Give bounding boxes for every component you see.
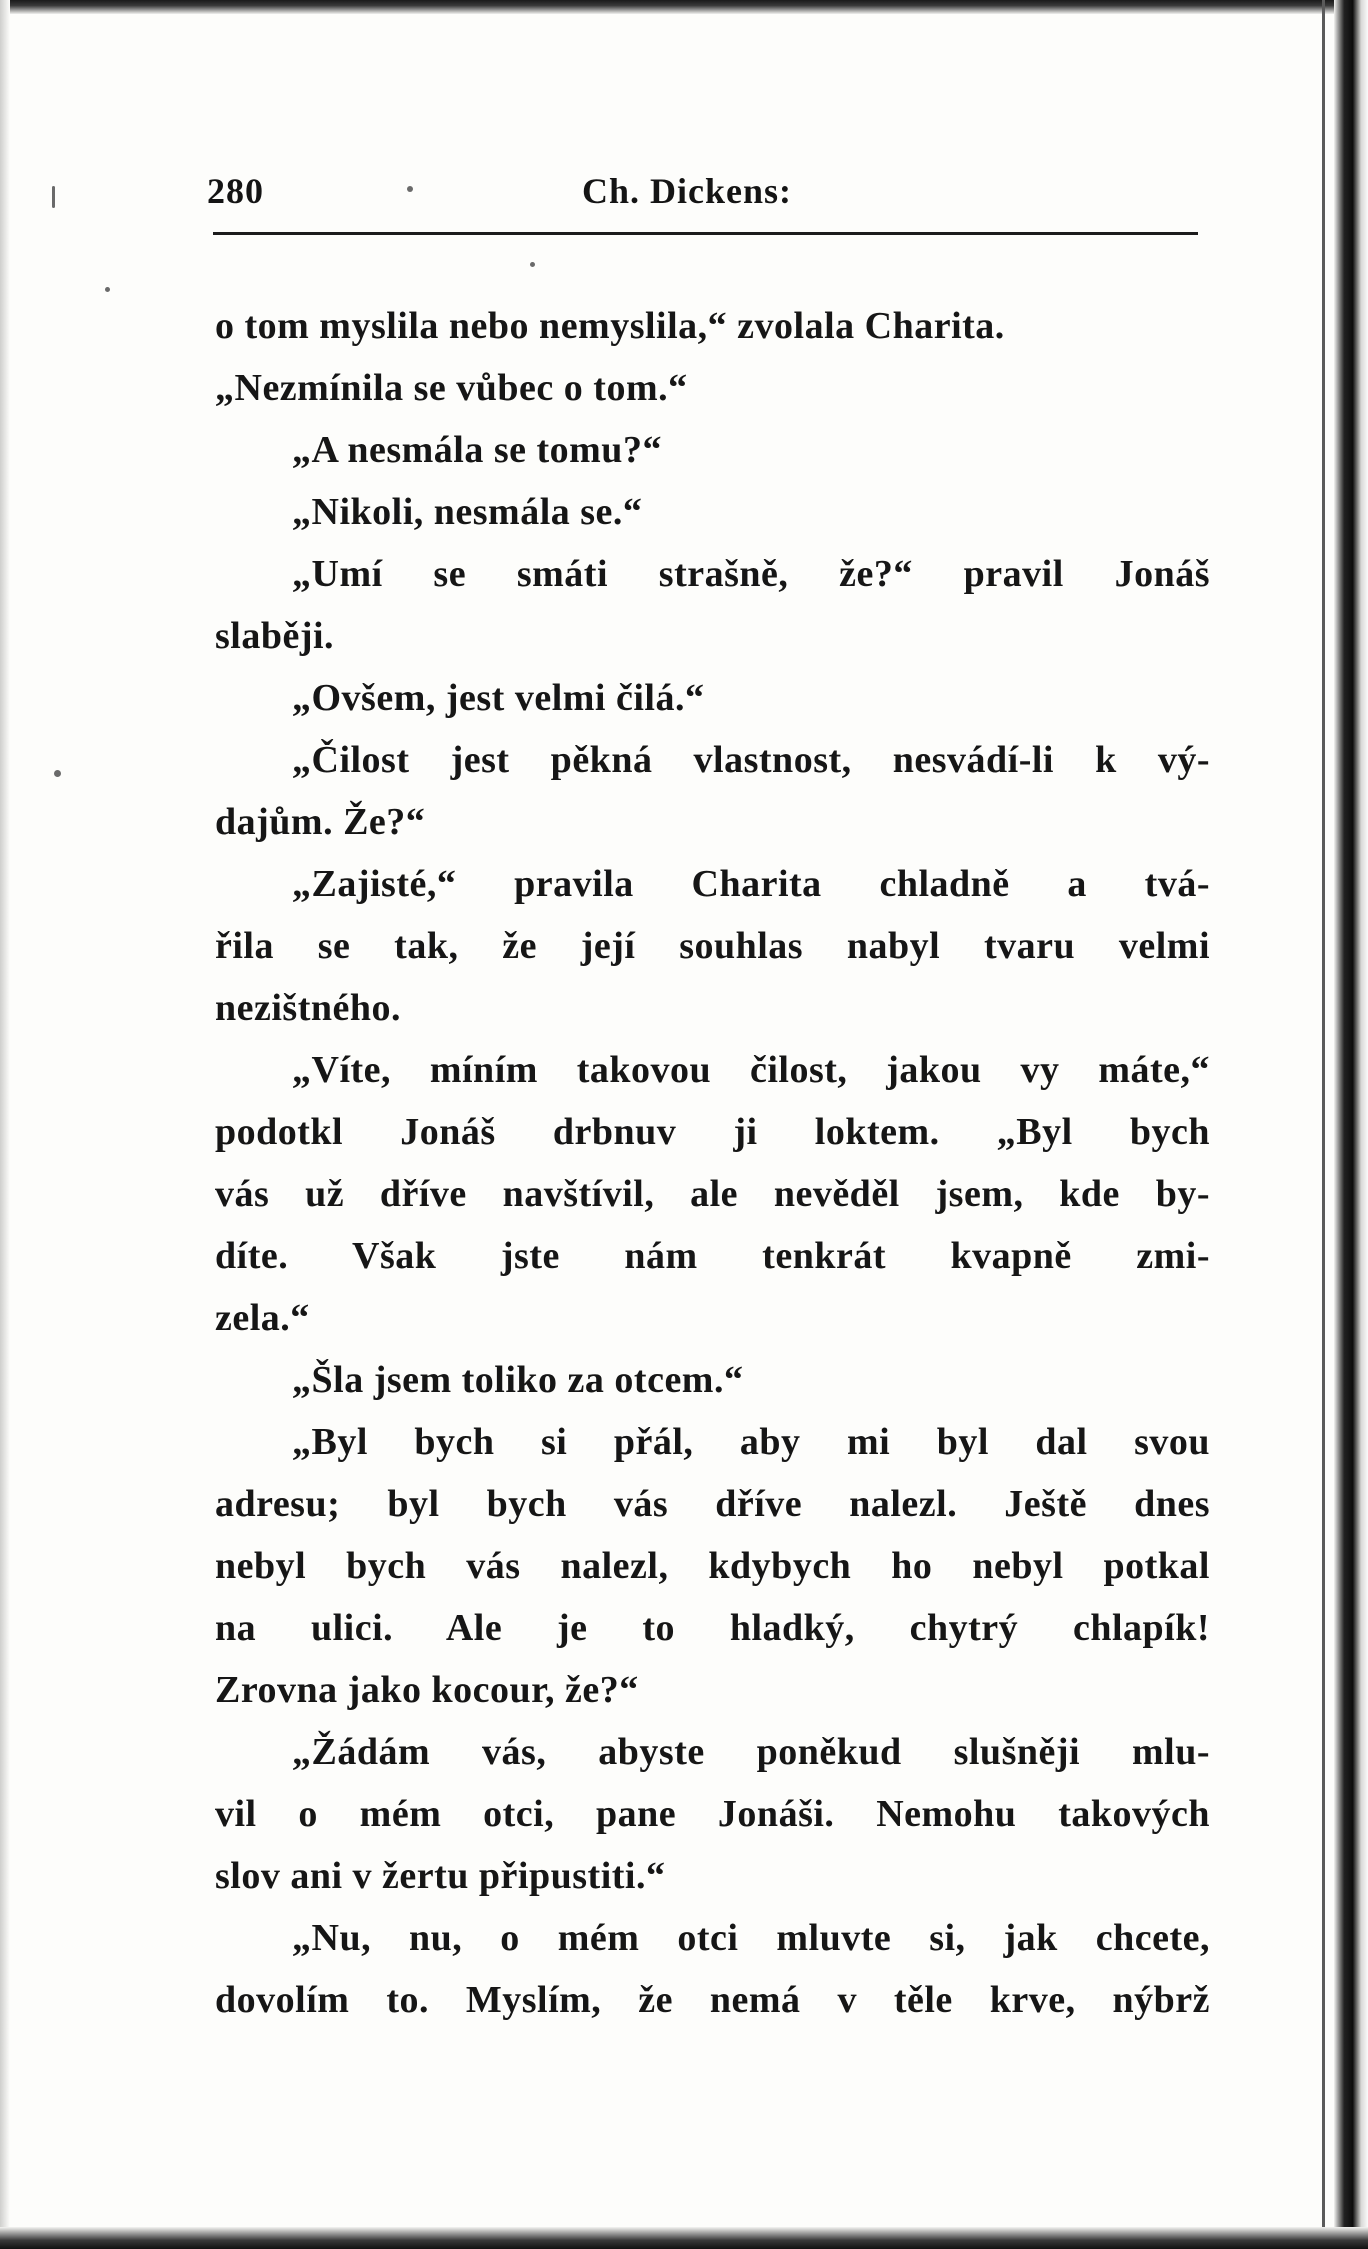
text-line: „Nikoli, nesmála se.“ bbox=[292, 491, 643, 533]
text-line: vil o mém otci, pane Jonáši. Nemohu takových bbox=[215, 1793, 1210, 1835]
text-line: „Žádám vás, abyste poněkud slušněji mlu- bbox=[292, 1731, 1210, 1773]
text-line: slov ani v žertu připustiti.“ bbox=[215, 1855, 666, 1897]
text-line: „Umí se smáti strašně, že?“ pravil Jonáš bbox=[292, 553, 1210, 595]
body-text bbox=[215, 295, 1210, 2031]
dust-speck bbox=[54, 770, 61, 777]
text-line: slaběji. bbox=[215, 615, 335, 657]
text-line: podotkl Jonáš drbnuv ji loktem. „Byl bych bbox=[215, 1111, 1210, 1153]
text-line: „A nesmála se tomu?“ bbox=[292, 429, 662, 471]
page-fold-line bbox=[1322, 0, 1325, 2249]
text-line: na ulici. Ale je to hladký, chytrý chlapík! bbox=[215, 1607, 1210, 1649]
text-line: „Ovšem, jest velmi čilá.“ bbox=[292, 677, 705, 719]
text-line: dovolím to. Myslím, že nemá v těle krve, nýbrž bbox=[215, 1979, 1210, 2021]
text-line: „Šla jsem toliko za otcem.“ bbox=[292, 1359, 744, 1401]
text-line: o tom myslila nebo nemyslila,“ zvolala Charita. bbox=[215, 305, 1005, 347]
dust-speck bbox=[52, 186, 55, 208]
page-number: 280 bbox=[207, 171, 264, 211]
dust-speck bbox=[530, 262, 535, 267]
text-line: „Čilost jest pěkná vlastnost, nesvádí-li k vý- bbox=[292, 739, 1210, 781]
text-line: řila se tak, že její souhlas nabyl tvaru velmi bbox=[215, 925, 1210, 967]
scan-edge-top bbox=[0, 0, 1368, 14]
page-header bbox=[207, 170, 1197, 230]
scan-edge-left bbox=[0, 0, 10, 2249]
dust-speck bbox=[105, 287, 110, 292]
text-line: „Zajisté,“ pravila Charita chladně a tvá- bbox=[292, 863, 1210, 905]
text-line: „Nezmínila se vůbec o tom.“ bbox=[215, 367, 688, 409]
text-line: Zrovna jako kocour, že?“ bbox=[215, 1669, 639, 1711]
scan-edge-bottom bbox=[0, 2227, 1368, 2249]
scan-edge-right bbox=[1334, 0, 1368, 2249]
text-line: vás už dříve navštívil, ale nevěděl jsem, kde by- bbox=[215, 1173, 1210, 1215]
running-head: Ch. Dickens: bbox=[582, 171, 793, 211]
text-line: „Byl bych si přál, aby mi byl dal svou bbox=[292, 1421, 1210, 1463]
text-line: díte. Však jste nám tenkrát kvapně zmi- bbox=[215, 1235, 1210, 1277]
text-line: zela.“ bbox=[215, 1297, 310, 1339]
text-line: adresu; byl bych vás dříve nalezl. Ještě dnes bbox=[215, 1483, 1210, 1525]
header-rule bbox=[213, 232, 1198, 235]
text-line: nezištného. bbox=[215, 987, 401, 1029]
text-line: „Nu, nu, o mém otci mluvte si, jak chcete, bbox=[292, 1917, 1210, 1959]
text-line: nebyl bych vás nalezl, kdybych ho nebyl potkal bbox=[215, 1545, 1210, 1587]
text-line: dajům. Že?“ bbox=[215, 801, 426, 843]
text-line: „Víte, míním takovou čilost, jakou vy máte,“ bbox=[292, 1049, 1210, 1091]
